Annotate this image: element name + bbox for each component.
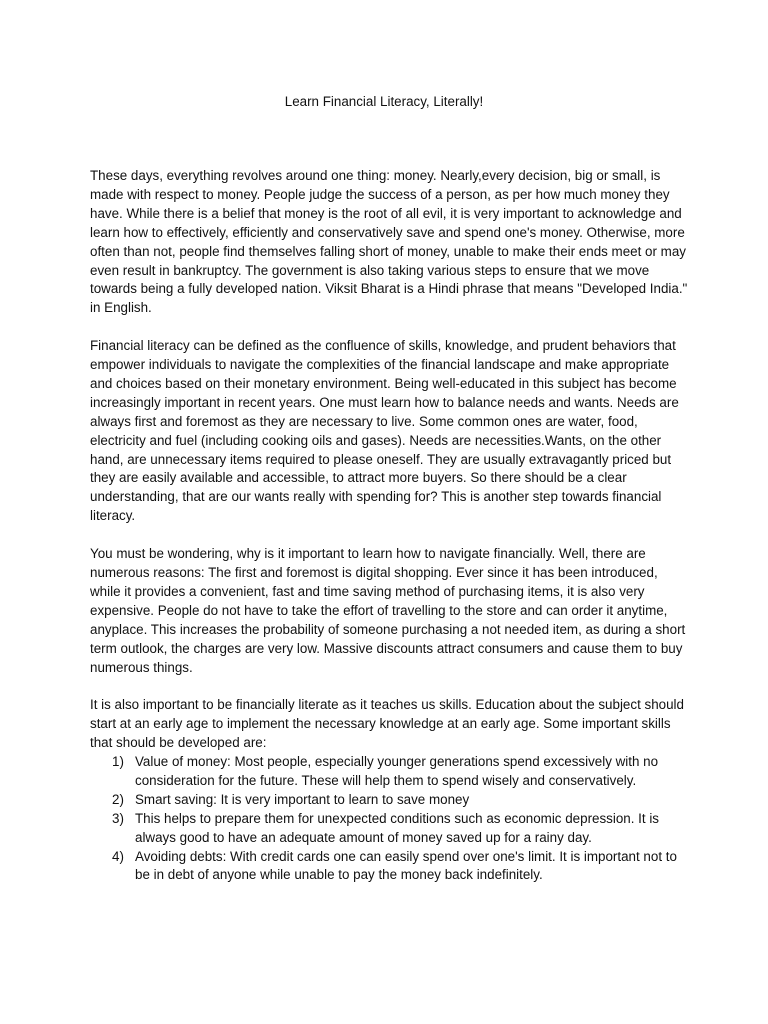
list-item [90, 810, 690, 848]
list-item [90, 791, 690, 810]
list-item-number: 2) [112, 791, 124, 807]
list-item [90, 848, 690, 886]
skills-list [90, 753, 690, 885]
list-item-text: Value of money: Most people, especially younger generations spend excessively with no consideration for the future. These will help them to spend wisely and conservatively. [135, 754, 659, 788]
list-item [90, 753, 690, 791]
paragraph-reasons: You must be wondering, why is it important to learn how to navigate financially. Well, there are numerous reasons: The first and foremost is digital shopping. Ever since it has been introduced, while it provides a convenient, fast and time saving method of purchasing items, it is also very expensive. People do not have to take the effort of travelling to the store and can order it anytime, anyplace. This increases the probability of someone purchasing a not needed item, as during a short term outlook, the charges are very low. Massive discounts attract consumers and cause them to buy numerous things. [90, 546, 686, 675]
paragraph-intro: These days, everything revolves around one thing: money. Nearly,every decision, big or small, is made with respect to money. People judge the success of a person, as per how much money they have. While there is a belief that money is the root of all evil, it is very important to acknowledge and learn how to effectively, efficiently and conservatively save and spend one's money. Otherwise, more often than not, people find themselves falling short of money, unable to make their ends meet or may even result in bankruptcy. The government is also taking various steps to ensure that we move towards being a fully developed nation. Viksit Bharat is a Hindi phrase that means "Developed India." in English. [90, 168, 688, 316]
list-item-number: 4) [112, 848, 124, 864]
paragraph-definition: Financial literacy can be defined as the confluence of skills, knowledge, and prudent behaviors that empower individuals to navigate the complexities of the financial landscape and make appropriate and choices based on their monetary environment. Being well-educated in this subject has become increasingly important in recent years. One must learn how to balance needs and wants. Needs are always first and foremost as they are necessary to live. Some common ones are water, food, electricity and fuel (including cooking oils and gases). Needs are necessities.Wants, on the other hand, are unnecessary items required to please oneself. They are usually extravagantly priced but they are easily available and accessible, to attract more buyers. So there should be a clear understanding, that are our wants really with spending for? This is another step towards financial literacy. [90, 338, 679, 524]
list-item-number: 3) [112, 810, 124, 826]
list-item-text: Smart saving: It is very important to learn to save money [135, 791, 470, 807]
list-item-number: 1) [112, 754, 124, 770]
list-item-text: Avoiding debts: With credit cards one can easily spend over one's limit. It is important not to be in debt of anyone while unable to pay the money back indefinitely. [135, 848, 677, 883]
document-title: Learn Financial Literacy, Literally! [284, 94, 484, 109]
list-item-text: This helps to prepare them for unexpected conditions such as economic depression. It is always good to have an adequate amount of money saved up for a rainy day. [135, 810, 660, 845]
paragraph-skills: It is also important to be financially literate as it teaches us skills. Education about the subject should start at an early age to implement the necessary knowledge at an early age. Some important skills that should be developed are: [90, 697, 684, 751]
document-body [90, 167, 690, 885]
